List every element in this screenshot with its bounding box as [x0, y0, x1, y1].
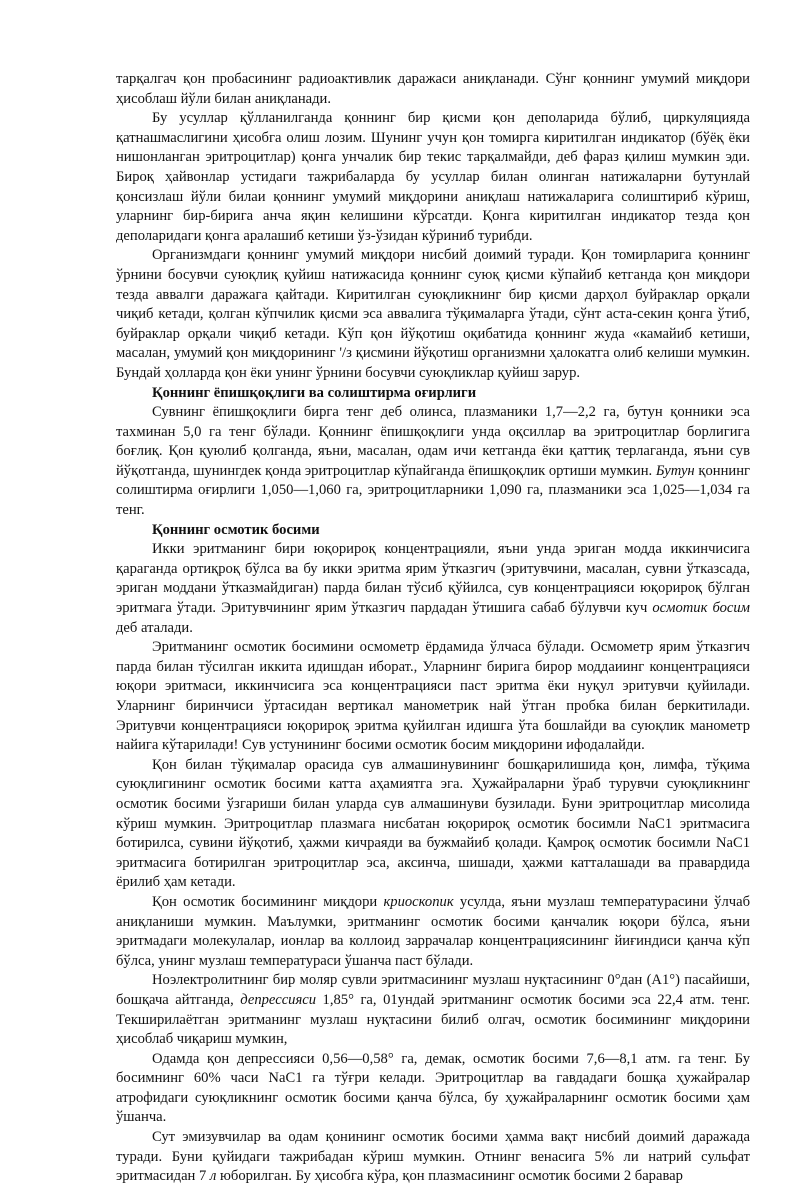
- text-run: тарқалгач қон пробасининг радиоактивлик даражаси аниқланади. Сўнг қоннинг умумий миқдори ҳисоблаш йўли билан аниқланади.: [116, 71, 750, 107]
- italic-term: депрессияси: [240, 991, 317, 1008]
- italic-term: осмотик босим: [652, 600, 751, 617]
- italic-term: л: [209, 1168, 217, 1185]
- text-run: қоннинг солиштирма оғирлиги 1,050—1,060 га, эритроцитларники 1,090 га, плазманики эса 1,025—1,034 га тенг.: [116, 462, 750, 519]
- text-run: юборилган. Бу ҳисобга кўра, қон плазмасининг осмотик босими 2 баравар: [216, 1168, 683, 1185]
- text-run: Қон билан тўқималар орасида сув алмашинувининг бошқарилишида қон, лимфа, тўқима суюқлигининг осмотик босими катта аҳамиятга эга. Ҳужайраларни ўраб турувчи суюқликнинг осмотик босими ўзгариши билан уларда сув алмашинуви бузилади. Буни эритроцитлар мисолида кўриш мумкин. Эритроцитлар плазмага нисбатан юқорироқ осмотик босимли NaC1 эритмасига ботирилса, сувини йўқотиб, ҳажми кичраяди ва бужмайиб қолади. Қамроқ осмотик босимли NaC1 эритмасига ботирилган эритроцитлар эса, аксинча, шишади, ҳажми катталашади ва правардида ёрилиб ҳам кетади.: [116, 756, 750, 891]
- paragraph: [116, 971, 750, 1049]
- section-heading: [116, 521, 750, 541]
- paragraph: [116, 638, 750, 756]
- text-run: Ноэлектролитнинг бир моляр сувли эритмасининг музлаш нуқтасининг 0°дан (А1°) пасайиши, бошқача айтганда,: [116, 972, 750, 1008]
- italic-term: криоскопик: [383, 893, 454, 910]
- paragraph: [116, 1128, 750, 1187]
- text-run: Одамда қон депрессияси 0,56—0,58° га, демак, осмотик босими 7,6—8,1 атм. га тенг. Бу босимнинг 60% часи NaC1 га тўғри келади. Эритроцитлар ва гавдадаги бошқа ҳужайралар атрофидаги суюқликнинг осмотик босими қанча бўлса, бу ҳужайраларнинг осмотик босими ҳам ўшанча.: [116, 1050, 750, 1126]
- text-run: Қон осмотик босимининг миқдори: [152, 893, 384, 910]
- text-run: Бу усуллар қўлланилганда қоннинг бир қисми қон деполарида бўлиб, циркуляцияда қатнашмаслигини ҳисобга олиш лозим. Шунинг учун қон томирга киритилган индикатор (бўёқ ёки нишонланган эритроцитлар) қонга унчалик бир текис тарқалмайди, деб фараз қилиш мумкин эди. Бироқ ҳайвонлар устидаги тажрибаларда бу усуллар билан олинган натижаларни бутунлай қонсизлаш йўли билаи қоннинг умумий миқдорини аниқлаш натижаларига солиштириб кўриш, уларнинг бир-бирига анча яқин келишини кўрсатди. Қонга киритилган индикатор тезда қон деполаридаги қонга аралашиб кетиши ўз-ўзидан кўриниб турибди.: [116, 110, 750, 244]
- paragraph: [116, 893, 750, 971]
- paragraph: [116, 246, 750, 383]
- heading-text: Қоннинг осмотик босими: [152, 521, 320, 538]
- text-run: усулда, яъни музлаш температурасини ўлчаб аниқланиши мумкин. Маълумки, эритманинг осмотик босими қанчалик юқори бўлса, яъни эритмадаги молекулалар, ионлар ва коллоид заррачалар концентрациясининг йиғиндиси қанча кўп бўлса, унинг музлаш температураси ўшанча паст бўлади.: [116, 893, 750, 969]
- paragraph: [116, 403, 750, 521]
- text-run: Икки эритманинг бири юқорироқ концентрацияли, яъни унда эриган модда иккинчисига қараганда ортиқроқ бўлса ва бу икки эритма ярим ўтказгич (эритувчини, масалан, сувни ўтказсада, эриган моддани ўтказмайдиган) парда билан тўсиб қўйилса, сув концентрацияси юқорироқ бўлган эритмага ўтади. Эритувчининг ярим ўтказгич пардадан ўтишига сабаб бўлувчи куч: [116, 541, 750, 617]
- text-run: Сувнинг ёпишқоқлиги бирга тенг деб олинса, плазманики 1,7—2,2 га, бутун қонники эса тахминан 5,0 га тенг бўлади. Қоннинг ёпишқоқлиги унда оқсиллар ва эритроцитлар борлигига боғлиқ. Қон қуюлиб қолганда, яъни, масалан, одам ичи кетганда ёки қаттиқ терлаганда, яъни сув йўқотганда, шунингдек қонда эритроцитлар кўпайганда ёпишқоқлик ортиши мумкин.: [116, 404, 750, 479]
- text-run: Сут эмизувчилар ва одам қонининг осмотик босими ҳамма вақт нисбий доимий даражада туради. Буни қуйидаги тажрибадан кўриш мумкин. Отнинг венасига 5% ли натрий сульфат эритмасидан 7: [116, 1129, 750, 1185]
- text-run: Организмдаги қоннинг умумий миқдори нисбий доимий туради. Қон томирларига қоннинг ўрнини босувчи суюқлиқ қуйиш натижасида қоннинг суюқ қисми кўпайиб кетганда қон миқдори тезда аввалги даражага қайтади. Киритилган суюқликнинг бир қисми дарҳол буйраклар орқали чиқиб кетади, қолган кўпчилик қисми эса аввалига тўқималарга ўтади, сўнт аста-секин қонга ўтиб, буйраклар орқали чиқиб кетади. Кўп қон йўқотиш оқибатида қоннинг жуда «камайиб кетиши, масалан, умумий қон миқдорининг '/з қисмини йўқотиш организмни ҳалокатга олиб келиши мумкин. Бундай ҳолларда қон ёки унинг ўрнини босувчи суюқликлар қуйиш зарур.: [116, 247, 750, 381]
- text-run: 1,85° га, 01ундай эритманинг осмотик босими эса 22,4 атм. тенг. Текширилаётган эритманинг музлаш нуқтасини билиб олгач, осмотик босимининг миқдорини ҳисоблаб чиқариш мумкин,: [116, 991, 750, 1048]
- paragraph: [116, 756, 750, 893]
- text-run: деб аталади.: [116, 619, 193, 636]
- paragraph: [116, 1050, 750, 1128]
- document-page: [116, 70, 750, 1187]
- text-run: Эритманинг осмотик босимини осмометр ёрдамида ўлчаса бўлади. Осмометр ярим ўтказгич парда билан тўсилган иккита идишдан иборат., Уларнинг бирига бироp моддаиинг концентрацияси юқори эритмаси, иккинчисига эса концентрацияси паст эритма ёки нуқул эритувчи қуйилади. Уларнинг биринчиси ўртасидан вертикал манометрик най ўтган пробка билан беркитилади. Эритувчи концентрацияси юқорироқ эритма қуйилган идишга ўта бошлайди ва суюқлик манометр найига кўтарилади! Сув устунининг босими осмотик босим миқдорини ифодалайди.: [116, 639, 750, 754]
- italic-term: Бутун: [655, 462, 695, 479]
- section-heading: [116, 384, 750, 404]
- paragraph: [116, 70, 750, 109]
- heading-text: Қоннинг ёпишқоқлиги ва солиштирма оғирлиги: [152, 384, 477, 401]
- paragraph: [116, 109, 750, 246]
- paragraph: [116, 540, 750, 638]
